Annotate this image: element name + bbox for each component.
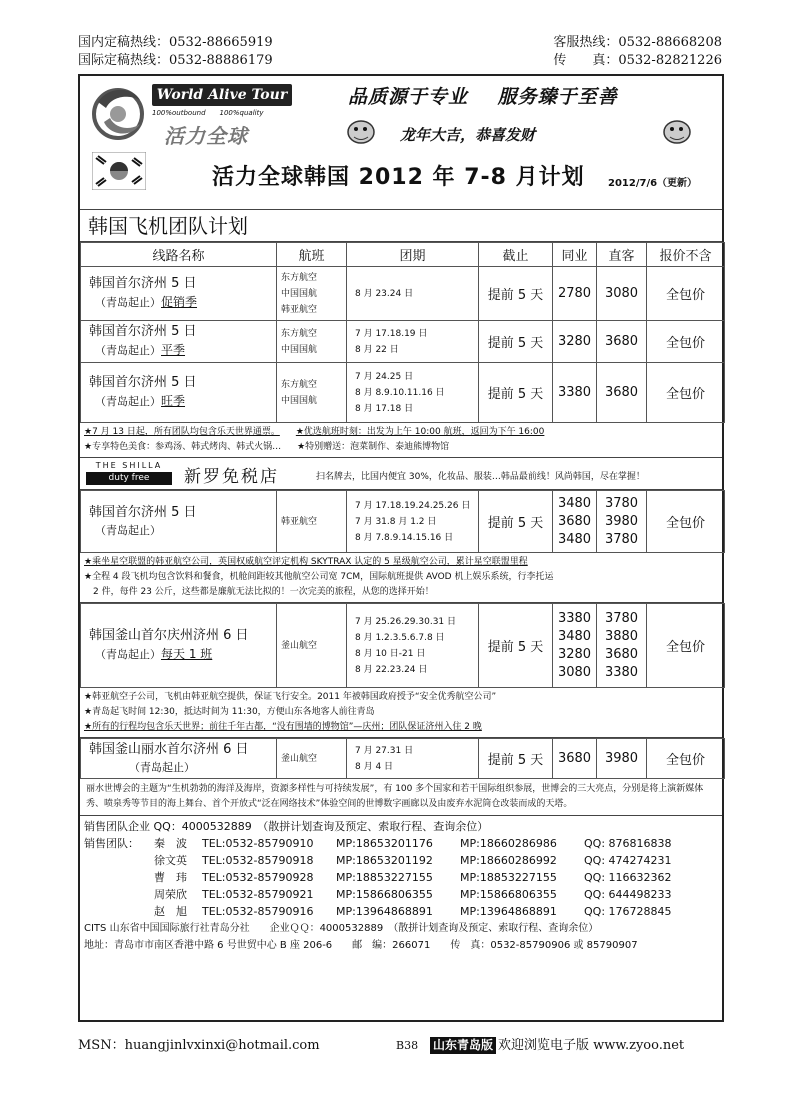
notes-block [80, 423, 722, 458]
departure-date: 7 月 17.18.19.24.25.26 日 [355, 500, 471, 511]
route-cell [81, 267, 277, 321]
deadline-cell: 提前 5 天 [479, 739, 553, 779]
column-header: 团期 [347, 243, 479, 267]
route-cell [81, 363, 277, 423]
route-name: 韩国首尔济州 5 日 [89, 276, 197, 291]
table-row [81, 267, 725, 321]
header [80, 76, 722, 210]
airline: 东方航空 [281, 328, 318, 339]
member-mobile: MP:15866806355 [336, 888, 433, 901]
departure-date: 7 月 24.25 日 [355, 371, 414, 382]
service-hotline: 客服热线：0532-88668208 [553, 35, 722, 50]
direct-price: 3680 [597, 321, 647, 363]
member-tel: TEL:0532-85790928 [202, 871, 314, 884]
member-name: 秦 波 [154, 837, 187, 850]
website-link[interactable]: 欢迎浏览电子版 www.zyoo.net [498, 1038, 685, 1053]
member-mobile-2: MP:18853227155 [460, 871, 557, 884]
route-sub: （青岛起止） [95, 296, 161, 309]
dragon-mascot-icon [344, 116, 378, 146]
departure-date: 7 月 25.26.29.30.31 日 [355, 616, 457, 627]
season-tag: 旺季 [161, 394, 186, 408]
flight-cell [277, 491, 347, 553]
flight-cell [277, 739, 347, 779]
route-cell [81, 491, 277, 553]
price-note: 全包价 [647, 739, 725, 779]
member-name: 曹 玮 [154, 871, 187, 884]
route-name: 韩国釜山首尔庆州济州 6 日 [89, 628, 249, 643]
price-note: 全包价 [647, 321, 725, 363]
departure-date: 7 月 17.18.19 日 [355, 328, 428, 339]
route-name: 韩国釜山丽水首尔济州 6 日 [89, 741, 249, 757]
shilla-name: 新罗免税店 [184, 467, 279, 487]
note-item: ★特别赠送：泡菜制作、泰迪熊博物馆 [297, 442, 450, 452]
sales-member [84, 869, 718, 886]
plan-title: 活力全球韩国 2012 年 7-8 月计划 [212, 165, 585, 190]
departure-date: 8 月 10 日-21 日 [355, 648, 426, 659]
direct-price-cell [597, 491, 647, 553]
table-row [81, 321, 725, 363]
note-item: ★乘坐星空联盟的韩亚航空公司，英国权威航空评定机构 SKYTRAX 认定的 5 星级航空公司，累计星空联盟里程 [84, 557, 528, 567]
sales-qq-line: 销售团队企业 QQ：4000532889 （散拼计划查询及预定、索取行程、查询余位） [84, 820, 489, 833]
dates-cell [347, 321, 479, 363]
section-title: 韩国飞机团队计划 [80, 210, 722, 242]
shilla-logo: THE SHILLA [95, 461, 163, 470]
column-header: 线路名称 [81, 243, 277, 267]
direct-price: 3080 [597, 267, 647, 321]
direct-price: 3880 [604, 628, 639, 644]
dates-cell [347, 739, 479, 779]
member-tel: TEL:0532-85790921 [202, 888, 314, 901]
departure-date: 8 月 17.18 日 [355, 403, 414, 414]
airline: 中国国航 [281, 395, 318, 406]
edition-badge: 山东青岛版 [430, 1037, 496, 1054]
member-name: 赵 旭 [154, 905, 187, 918]
domestic-hotline: 国内定稿热线：0532-88665919 [78, 35, 273, 50]
member-mobile-2: MP:15866806355 [460, 888, 557, 901]
slogan-part-2: 服务臻于至善 [497, 86, 618, 108]
member-tel: TEL:0532-85790916 [202, 905, 314, 918]
route-cell [81, 739, 277, 779]
trade-price-cell [553, 604, 597, 688]
schedule-table-2 [80, 490, 725, 553]
slogan [348, 82, 640, 109]
trade-price: 3380 [553, 363, 597, 423]
korea-flag-icon [92, 152, 146, 190]
deadline-cell: 提前 5 天 [479, 267, 553, 321]
direct-price: 3780 [604, 495, 639, 511]
schedule-table-4 [80, 738, 725, 779]
note-item: ★韩亚航空子公司，飞机由韩亚航空提供，保证飞行安全。2011 年被韩国政府授予“安全优秀航空公司” [84, 692, 497, 702]
trade-price: 3380 [557, 610, 592, 626]
airline: 釜山航空 [281, 753, 318, 764]
price-note: 全包价 [647, 363, 725, 423]
international-hotline: 国际定稿热线：0532-88886179 [78, 53, 273, 68]
member-mobile-2: MP:18660286986 [460, 837, 557, 850]
flight-cell [277, 604, 347, 688]
msn-contact: MSN：huangjinlvxinxi@hotmail.com [78, 1038, 320, 1053]
table-row [81, 491, 725, 553]
route-sub: （青岛起止） [129, 760, 195, 774]
departure-date: 8 月 1.2.3.5.6.7.8 日 [355, 632, 445, 643]
member-name: 徐文英 [154, 854, 187, 867]
airline: 中国国航 [281, 344, 318, 355]
table-row [81, 363, 725, 423]
note-item: ★青岛起飞时间 12:30，抵达时间为 11:30，方便山东各地客人前往青岛 [84, 707, 375, 717]
route-name: 韩国首尔济州 5 日 [89, 324, 197, 339]
schedule-table-3 [80, 603, 725, 688]
trade-price: 3280 [557, 646, 592, 662]
departure-date: 8 月 23.24 日 [355, 288, 414, 299]
departure-date: 8 月 4 日 [355, 761, 394, 772]
note-item: ★7 月 13 日起，所有团队均包含乐天世界通票。 [84, 427, 280, 437]
airline: 东方航空 [281, 272, 318, 283]
trade-price: 3480 [557, 495, 592, 511]
team-label: 销售团队： [84, 837, 139, 850]
direct-price: 3780 [604, 610, 639, 626]
departure-date: 7 月 27.31 日 [355, 745, 414, 756]
flight-cell [277, 363, 347, 423]
price-note: 全包价 [647, 267, 725, 321]
trade-price: 3680 [557, 513, 592, 529]
direct-price: 3680 [597, 363, 647, 423]
departure-date: 8 月 22 日 [355, 344, 399, 355]
notes-block [80, 553, 722, 603]
route-sub: （青岛起止） [95, 395, 161, 408]
airline: 韩亚航空 [281, 304, 318, 315]
direct-price: 3980 [604, 513, 639, 529]
season-tag: 促销季 [161, 295, 198, 309]
direct-price: 3980 [597, 739, 647, 779]
member-qq: QQ: 474274231 [584, 854, 672, 867]
cits-line: CITS 山东省中国国际旅行社青岛分社 企业ＱＱ：4000532889 （散拼计划查询及预定、索取行程、查询余位） [84, 923, 599, 934]
member-mobile-2: MP:13964868891 [460, 905, 557, 918]
expo-description: 丽水世博会的主题为“生机勃勃的海洋及海岸，资源多样性与可持续发展”，有 100 多个国家和若干国际组织参展，世博会的三大亮点，分别是将上演新媒体秀、喷泉秀等节目的海上舞台、首个开放式“泛在网络技术”体验空间的世博数字画廊以及由废弃水泥筒仓改装而成的天塔。 [80, 779, 722, 816]
note-item: 2 件，每件 23 公斤，这些都是廉航无法比拟的！一次完美的旅程，从您的选择开始！ [84, 587, 434, 597]
direct-price: 3380 [604, 664, 639, 680]
sales-member [84, 852, 718, 869]
trade-price-cell [553, 491, 597, 553]
route-cell [81, 604, 277, 688]
airline: 东方航空 [281, 379, 318, 390]
route-name: 韩国首尔济州 5 日 [89, 375, 197, 390]
season-tag: 每天 1 班 [161, 647, 213, 661]
brand-tagline: 100%outbound 100%quality [152, 109, 264, 117]
dates-cell [347, 267, 479, 321]
dates-cell [347, 604, 479, 688]
trade-price: 3480 [557, 628, 592, 644]
member-mobile: MP:13964868891 [336, 905, 433, 918]
flight-cell [277, 321, 347, 363]
notes-block [80, 688, 722, 738]
airline: 中国国航 [281, 288, 318, 299]
column-header: 直客 [597, 243, 647, 267]
season-tag: 平季 [161, 343, 186, 357]
trade-price: 3680 [553, 739, 597, 779]
route-sub: （青岛起止） [95, 648, 161, 661]
note-item: ★所有的行程均包含乐天世界；前往千年古都，“没有围墙的博物馆”—庆州；团队保证济州入住 2 晚 [84, 722, 482, 732]
trade-price: 3080 [557, 664, 592, 680]
footer [78, 1036, 722, 1056]
deadline-cell: 提前 5 天 [479, 321, 553, 363]
departure-date: 7 月 31.8 月 1.2 日 [355, 516, 437, 527]
member-mobile: MP:18653201192 [336, 854, 433, 867]
member-qq: QQ: 644498233 [584, 888, 672, 901]
departure-date: 8 月 7.8.9.14.15.16 日 [355, 532, 454, 543]
departure-date: 8 月 22.23.24 日 [355, 664, 428, 675]
route-cell [81, 321, 277, 363]
departure-date: 8 月 8.9.10.11.16 日 [355, 387, 445, 398]
dates-cell [347, 491, 479, 553]
new-year-greeting: 龙年大吉，恭喜发财 [400, 126, 536, 144]
sales-member [84, 835, 718, 852]
airline: 釜山航空 [281, 640, 318, 651]
deadline-cell: 提前 5 天 [479, 491, 553, 553]
slogan-part-1: 品质源于专业 [348, 86, 469, 108]
schedule-table-1 [80, 242, 725, 423]
price-note: 全包价 [647, 604, 725, 688]
note-item: ★优选航班时刻：出发为上午 10:00 航班，返回为下午 16:00 [295, 427, 545, 437]
sales-member [84, 886, 718, 903]
route-sub: （青岛起止） [95, 523, 161, 537]
member-tel: TEL:0532-85790910 [202, 837, 314, 850]
table-header-row [81, 243, 725, 267]
brand-logo: World Alive Tour [152, 84, 292, 106]
plan-date: 2012/7/6（更新） [608, 178, 698, 189]
column-header: 截止 [479, 243, 553, 267]
member-mobile-2: MP:18660286992 [460, 854, 557, 867]
dragon-mascot-icon [660, 116, 694, 146]
brand-chinese-name: 活力全球 [164, 124, 248, 148]
member-mobile: MP:18653201176 [336, 837, 433, 850]
direct-price: 3680 [604, 646, 639, 662]
sales-block [80, 816, 722, 956]
column-header: 同业 [553, 243, 597, 267]
column-header: 航班 [277, 243, 347, 267]
member-tel: TEL:0532-85790918 [202, 854, 314, 867]
direct-price-cell [597, 604, 647, 688]
table-row [81, 739, 725, 779]
member-qq: QQ: 876816838 [584, 837, 672, 850]
member-name: 周荣欣 [154, 888, 187, 901]
route-name: 韩国首尔济州 5 日 [89, 504, 197, 520]
column-header: 报价不含 [647, 243, 725, 267]
flight-cell [277, 267, 347, 321]
deadline-cell: 提前 5 天 [479, 363, 553, 423]
flyer-page [78, 74, 724, 1022]
member-qq: QQ: 116632362 [584, 871, 672, 884]
note-item: ★专享特色美食：参鸡汤、韩式烤肉、韩式火锅… [84, 442, 282, 452]
deadline-cell: 提前 5 天 [479, 604, 553, 688]
trade-price: 3480 [557, 531, 592, 547]
direct-price: 3780 [604, 531, 639, 547]
note-item: ★全程 4 段飞机均包含饮料和餐食，机舱间距较其他航空公司宽 7CM，国际航班提供 AVOD 机上娱乐系统，行李托运 [84, 572, 554, 582]
price-note: 全包价 [647, 491, 725, 553]
shilla-description: 扫名牌去，比国内便宜 30%，化妆品、服装…韩品最前线！风尚韩国，尽在掌握！ [316, 472, 645, 482]
airline: 韩亚航空 [281, 516, 318, 527]
shilla-banner [80, 458, 722, 490]
trade-price: 3280 [553, 321, 597, 363]
member-qq: QQ: 176728845 [584, 905, 672, 918]
member-mobile: MP:18853227155 [336, 871, 433, 884]
fax-number: 传 真：0532-82821226 [553, 53, 722, 68]
trade-price: 2780 [553, 267, 597, 321]
dragon-logo-icon [88, 82, 146, 144]
address-line: 地址：青岛市市南区香港中路 6 号世贸中心 B 座 206-6 邮 编：266071 传 真：0532-85790906 或 85790907 [84, 940, 638, 951]
dates-cell [347, 363, 479, 423]
sales-member [84, 903, 718, 920]
route-sub: （青岛起止） [95, 344, 161, 357]
duty-free-label: duty free [86, 472, 172, 485]
table-row [81, 604, 725, 688]
page-number: B38 [396, 1039, 419, 1052]
